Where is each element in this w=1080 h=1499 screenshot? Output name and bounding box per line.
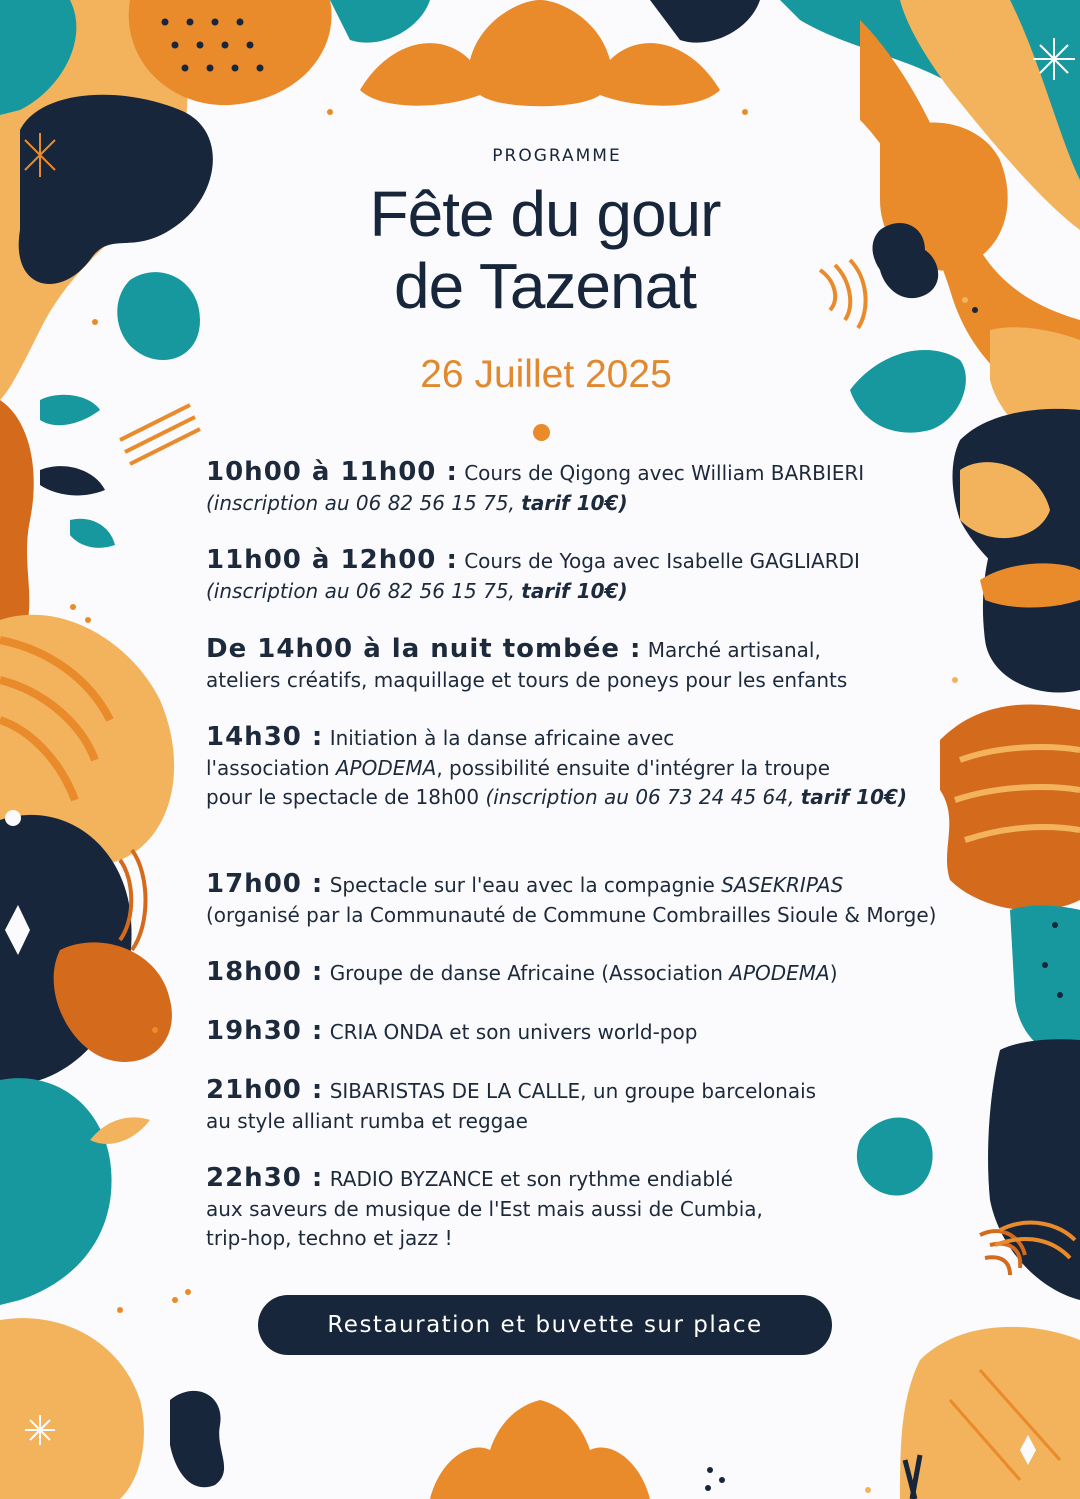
program-item-cria-onda [206, 1017, 966, 1048]
program-time: 11h00 à 12h00 : [206, 545, 458, 575]
program-item-radio-byzance [206, 1164, 966, 1254]
program-text-2: (organisé par la Communauté de Commune Combrailles Sioule & Morge) [206, 902, 937, 927]
program-text: Initiation à la danse africaine avec [329, 726, 675, 750]
program-text: CRIA ONDA et son univers world-pop [329, 1020, 698, 1044]
program-text: Spectacle sur l'eau avec la compagnie [329, 873, 715, 897]
event-date: 26 Juillet 2025 [420, 353, 672, 396]
program-text-2: aux saveurs de musique de l'Est mais aussi de Cumbia, [206, 1196, 763, 1221]
program-note: (inscription au 06 82 56 15 75, [206, 490, 515, 515]
program-text: Marché artisanal, [647, 638, 821, 662]
program-text-3: pour le spectacle de 18h00 [206, 785, 480, 809]
separator-dot [533, 424, 550, 441]
program-time: 10h00 à 11h00 : [206, 457, 458, 487]
program-item-groupe-danse [206, 958, 966, 989]
title-line-1: Fête du gour [369, 178, 721, 250]
program-name: APODEMA [335, 755, 437, 780]
program-time: 14h30 : [206, 722, 324, 752]
event-title [0, 178, 1080, 322]
program-note: (inscription au 06 73 24 45 64, [485, 785, 795, 809]
program-item-sibaristas [206, 1076, 966, 1136]
program-time: 21h00 : [206, 1075, 324, 1105]
program-text-2: ateliers créatifs, maquillage et tours de poneys pour les enfants [206, 667, 848, 692]
program-time: 17h00 : [206, 869, 324, 899]
program-text: Cours de Qigong avec William BARBIERI [464, 461, 865, 485]
program-text: SIBARISTAS DE LA CALLE, un groupe barcelonais [329, 1079, 817, 1103]
program-tarif: tarif 10€) [800, 785, 908, 809]
program-text-2a: l'association [206, 755, 330, 780]
program-time: 22h30 : [206, 1163, 324, 1193]
program-item-marche [206, 635, 966, 695]
program-item-spectacle [206, 870, 966, 930]
program-tarif: tarif 10€) [521, 578, 628, 603]
program-text-2: au style alliant rumba et reggae [206, 1108, 528, 1133]
program-item-yoga [206, 546, 966, 606]
program-text: Cours de Yoga avec Isabelle GAGLIARDI [464, 549, 860, 573]
program-text-3: trip-hop, techno et jazz ! [206, 1226, 453, 1250]
program-time: 18h00 : [206, 957, 324, 987]
program-item-danse-initiation [206, 723, 966, 813]
program-name: APODEMA [729, 961, 830, 985]
program-tarif: tarif 10€) [521, 490, 628, 515]
title-line-2: de Tazenat [394, 250, 696, 322]
program-time: De 14h00 à la nuit tombée : [206, 634, 642, 664]
program-text: Groupe de danse Africaine (Association [329, 961, 723, 985]
program-text-2b: , possibilité ensuite d'intégrer la troupe [436, 755, 831, 780]
restauration-banner: Restauration et buvette sur place [258, 1295, 832, 1355]
programme-kicker: PROGRAMME [492, 146, 622, 166]
program-time: 19h30 : [206, 1016, 324, 1046]
program-item-qigong [206, 458, 966, 518]
program-note: (inscription au 06 82 56 15 75, [206, 578, 515, 603]
program-name: SASEKRIPAS [721, 873, 844, 897]
program-text: RADIO BYZANCE et son rythme endiablé [329, 1167, 733, 1191]
program-close: ) [829, 961, 838, 985]
